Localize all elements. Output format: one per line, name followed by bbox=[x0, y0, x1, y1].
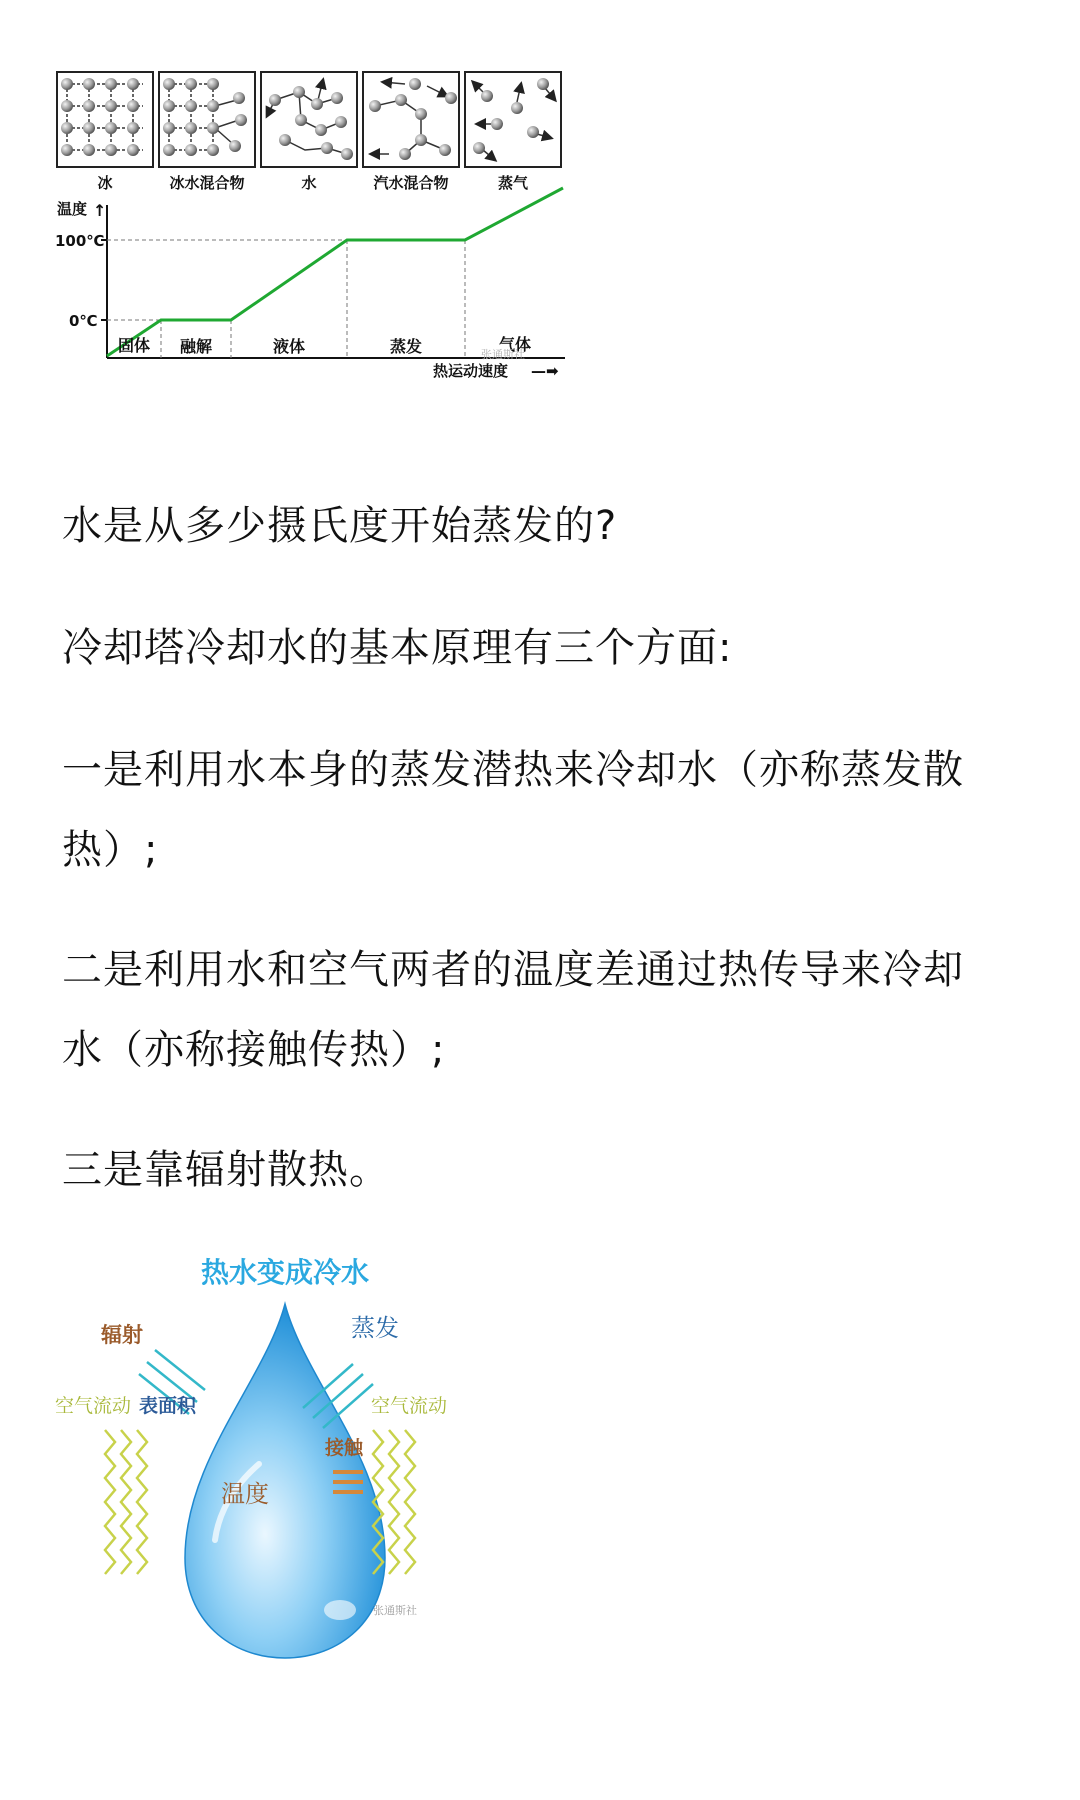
tick-100c: 100℃ bbox=[55, 232, 105, 250]
state-label-steam-water: 汽水混合物 bbox=[373, 174, 449, 192]
label-surface-area: 表面积 bbox=[139, 1395, 197, 1417]
y-axis-up-arrow: ↑ bbox=[93, 201, 107, 220]
paragraph-evaporation bbox=[62, 730, 1032, 890]
paragraph-evaporation-line1: 一是利用水本身的蒸发潜热来冷却水（亦称蒸发散 bbox=[62, 747, 964, 793]
label-contact: 接触 bbox=[325, 1437, 364, 1459]
y-axis-label: 温度 bbox=[57, 200, 88, 218]
cooling-principle-figure bbox=[55, 1240, 575, 1670]
paragraph-contact bbox=[62, 930, 1032, 1090]
label-temperature: 温度 bbox=[221, 1480, 269, 1508]
drop-shine bbox=[324, 1600, 356, 1620]
watermark-top: 张通斯社 bbox=[481, 348, 525, 361]
label-radiation: 辐射 bbox=[101, 1322, 143, 1347]
phase-gas: 气体 bbox=[498, 335, 532, 354]
paragraph-question-text: 水是从多少摄氏度开始蒸发的? bbox=[62, 503, 618, 549]
phase-melting: 融解 bbox=[179, 337, 213, 356]
tick-0c: 0℃ bbox=[69, 312, 98, 330]
paragraph-contact-line1: 二是利用水和空气两者的温度差通过热传导来冷却 bbox=[62, 947, 964, 993]
chart-axes bbox=[101, 205, 565, 358]
temperature-curve bbox=[107, 188, 563, 356]
state-label-water: 水 bbox=[301, 174, 317, 192]
phase-liquid: 液体 bbox=[272, 337, 306, 356]
label-airflow-right: 空气流动 bbox=[371, 1395, 448, 1417]
x-axis-arrow: —➡ bbox=[531, 362, 559, 380]
paragraph-principles-intro-text: 冷却塔冷却水的基本原理有三个方面: bbox=[62, 625, 733, 671]
state-label-ice: 冰 bbox=[97, 174, 113, 192]
paragraph-radiation bbox=[62, 1130, 1032, 1210]
paragraph-evaporation-line2: 热）; bbox=[62, 827, 159, 873]
paragraph-radiation-text: 三是靠辐射散热。 bbox=[62, 1147, 390, 1193]
label-evaporation: 蒸发 bbox=[351, 1314, 399, 1342]
phase-change-figure bbox=[55, 70, 655, 450]
paragraph-question bbox=[62, 486, 1032, 566]
water-drop-diagram bbox=[55, 1240, 575, 1670]
figure-title: 热水变成冷水 bbox=[200, 1256, 370, 1289]
label-airflow-left: 空气流动 bbox=[55, 1395, 132, 1417]
state-label-ice-water: 冰水混合物 bbox=[169, 174, 245, 192]
state-label-steam: 蒸气 bbox=[497, 174, 529, 192]
x-axis-label: 热运动速度 bbox=[433, 362, 509, 380]
airflow-waves-left bbox=[105, 1430, 147, 1574]
paragraph-contact-line2: 水（亦称接触传热）; bbox=[62, 1027, 446, 1073]
phase-change-diagram bbox=[55, 70, 655, 450]
phase-solid: 固体 bbox=[117, 336, 151, 355]
phase-evaporation: 蒸发 bbox=[389, 337, 423, 356]
paragraph-principles-intro bbox=[62, 608, 1032, 688]
watermark-bottom: 张通斯社 bbox=[373, 1604, 417, 1617]
